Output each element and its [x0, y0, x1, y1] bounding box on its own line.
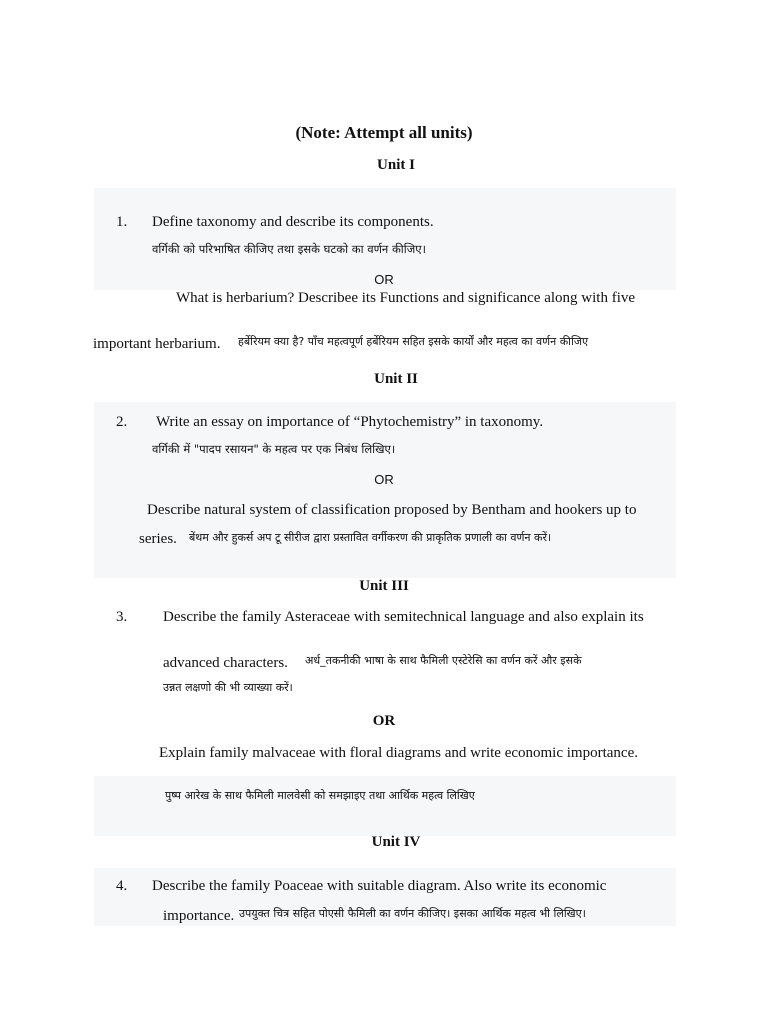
question-text-line-2-english: advanced characters. [163, 655, 288, 671]
question-text-line-1: Describe the family Poaceae with suitable diagram. Also write its economic [152, 878, 607, 894]
question-text-line-1: Describe the family Asteraceae with semitechnical language and also explain its [163, 609, 644, 625]
question-text-english: Write an essay on importance of “Phytochemistry” in taxonomy. [156, 414, 544, 430]
or-separator: OR [374, 272, 394, 287]
question-text-hindi-line-2: उन्नत लक्षणो की भी व्याख्या करें। [163, 681, 293, 694]
or-separator: OR [374, 472, 394, 487]
question-text-hindi: वर्गिकी में "पादप रसायन" के महत्व पर एक निबंध लिखिए। [152, 442, 396, 456]
alternative-question-hindi: पुष्प आरेख के साथ फैमिली मालवेसी को समझाइए तथा आर्थिक महत्व लिखिए [165, 789, 475, 802]
alternative-question-line-1: Describe natural system of classification proposed by Bentham and hookers up to [147, 502, 637, 518]
question-text-line-2-english: importance. [163, 908, 235, 924]
or-separator: OR [372, 713, 396, 729]
question-text-hindi-line-1: अर्ध_तकनीकी भाषा के साथ फैमिली एस्टेरेसि का वर्णन करें और इसके [305, 654, 582, 667]
alternative-question-line-2-english: important herbarium. [93, 336, 221, 352]
question-number: 1. [116, 214, 128, 230]
unit-heading: Unit I [377, 157, 415, 173]
alternative-question-english: Explain family malvaceae with floral diagrams and write economic importance. [159, 745, 638, 761]
question-number: 3. [116, 609, 128, 625]
question-number: 2. [116, 414, 128, 430]
unit-heading: Unit III [359, 578, 409, 594]
alternative-question-hindi: बेंथम और हुकर्स अप टू सीरीज द्वारा प्रस्तावित वर्गीकरण की प्राकृतिक प्रणाली का वर्णन करें। [189, 531, 552, 544]
question-text-hindi: उपयुक्त चित्र सहित पोएसी फैमिली का वर्णन कीजिए। इसका आर्थिक महत्व भी लिखिए। [239, 907, 586, 920]
alternative-question-hindi: हर्बेरियम क्या है? पाँच महत्वपूर्ण हर्बेरियम सहित इसके कार्यों और महत्व का वर्णन कीजिए [238, 335, 589, 348]
question-number: 4. [116, 878, 128, 894]
alternative-question-line-2-english: series. [139, 531, 177, 547]
question-text-hindi: वर्गिकी को परिभाषित कीजिए तथा इसके घटको का वर्णन कीजिए। [152, 242, 426, 256]
question-text-english: Define taxonomy and describe its components. [152, 214, 434, 230]
note-heading: (Note: Attempt all units) [295, 123, 473, 142]
alternative-question-line-1: What is herbarium? Describee its Functions and significance along with five [176, 290, 636, 306]
unit-heading: Unit II [374, 371, 418, 387]
unit-heading: Unit IV [371, 834, 421, 850]
unit3-alt-shade [94, 776, 676, 836]
